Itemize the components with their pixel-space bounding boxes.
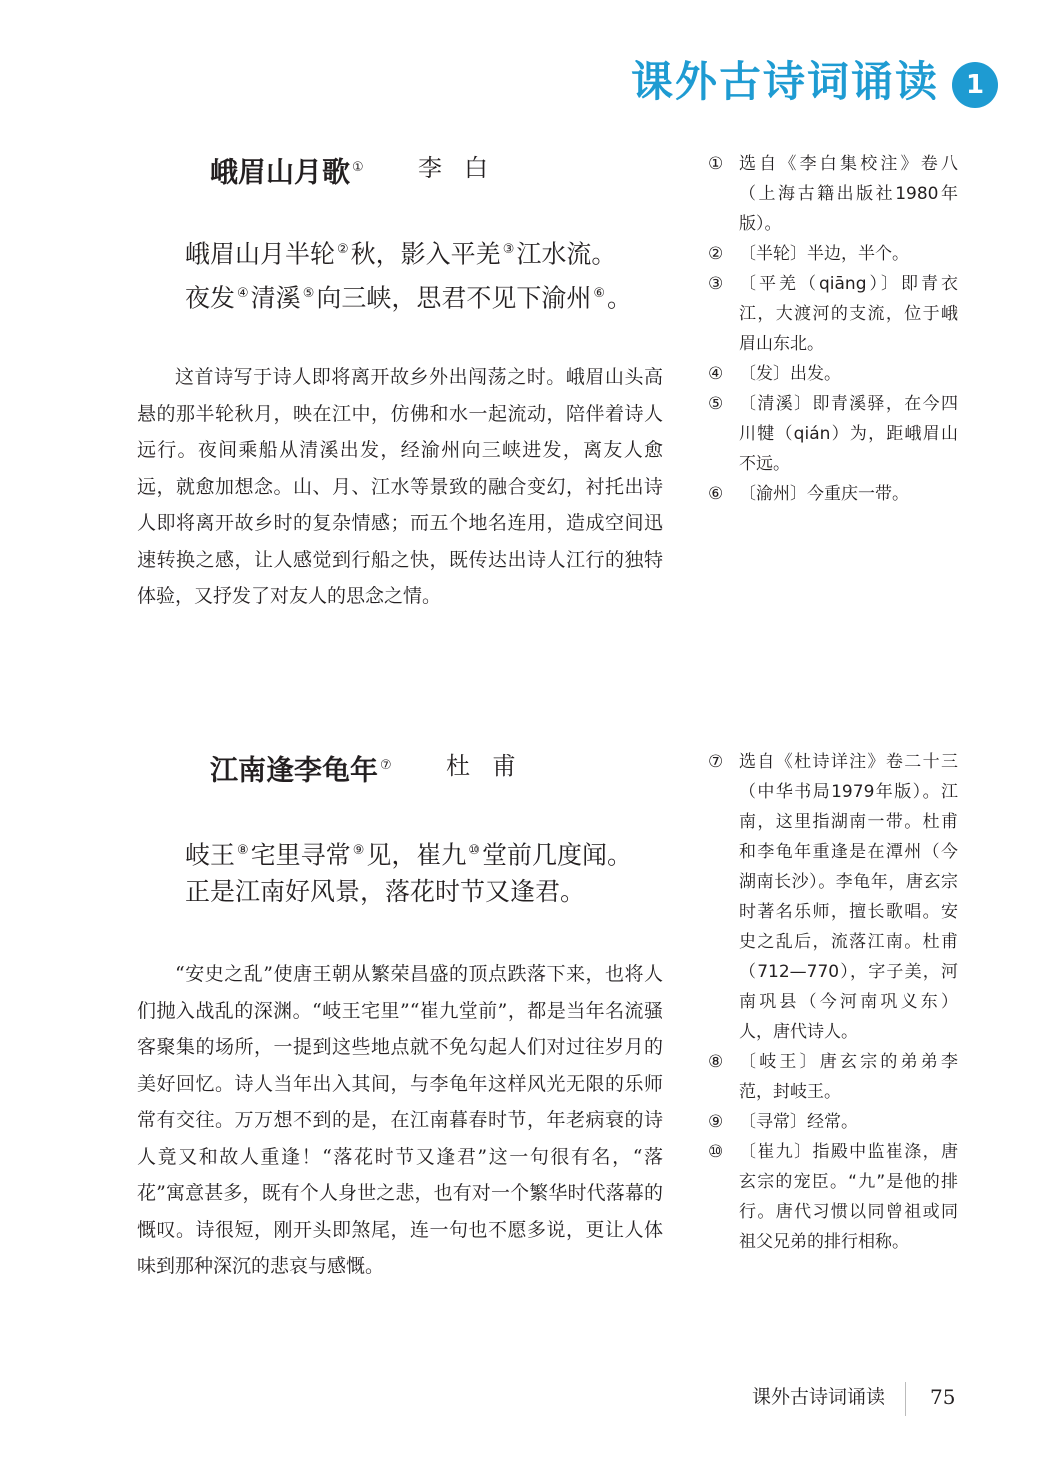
footnote-number: ② xyxy=(708,244,724,264)
footnote-number: ⑥ xyxy=(708,484,724,504)
footnote xyxy=(708,1047,958,1107)
footnote-marker: ① xyxy=(352,160,364,175)
footnote-marker: ⑦ xyxy=(380,758,392,773)
footnote-marker: ④ xyxy=(237,286,249,301)
footnote-text: 〔平羌（qiāng）〕即青衣江，大渡河的支流，位于峨眉山东北。 xyxy=(739,274,958,354)
footnote-number: ⑦ xyxy=(708,752,724,772)
line-text: 秋，影入平羌 xyxy=(350,239,501,269)
line-text: 江水流。 xyxy=(516,239,617,269)
footnotes-list xyxy=(708,747,958,1257)
footnote xyxy=(708,1137,958,1257)
footnote xyxy=(708,239,958,269)
page-number: 75 xyxy=(930,1385,956,1409)
footnote-text: 〔发〕出发。 xyxy=(739,364,841,384)
footnote-marker: ② xyxy=(337,242,349,257)
footnote-text: 〔岐王〕唐玄宗的弟弟李范，封岐王。 xyxy=(739,1052,958,1102)
line-text: 宅里寻常 xyxy=(250,840,351,870)
line-text: 堂前几度闻。 xyxy=(482,840,633,870)
footnote-text: 〔渝州〕今重庆一带。 xyxy=(739,484,909,504)
poem-title-text: 江南逢李龟年 xyxy=(210,753,379,787)
footnote-number: ① xyxy=(708,154,724,174)
footnote xyxy=(708,389,958,479)
line-text: 清溪 xyxy=(250,283,301,313)
poem-line xyxy=(185,833,632,873)
poem-line xyxy=(185,276,632,316)
footnote-text: 〔清溪〕即青溪驿，在今四川犍（qián）为，距峨眉山不远。 xyxy=(739,394,958,474)
poem-line xyxy=(185,232,616,272)
line-text: 岐王 xyxy=(185,840,236,870)
footnote-text: 选自《杜诗详注》卷二十三（中华书局1979年版）。江南，这里指湖南一带。杜甫和李龟年重逢是在潭州（今湖南长沙）。李龟年，唐玄宗时著名乐师，擅长歌唱。安史之乱后，流落江南。杜甫（712—770），字子美，河南巩县（今河南巩义东）人，唐代诗人。 xyxy=(739,752,958,1042)
footnote-number: ⑨ xyxy=(708,1112,724,1132)
section-badge: 1 xyxy=(952,62,998,108)
footnote-marker: ⑥ xyxy=(593,286,606,301)
footnote-marker: ③ xyxy=(502,242,515,257)
poem-commentary: “安史之乱”使唐王朝从繁荣昌盛的顶点跌落下来，也将人们抛入战乱的深渊。“岐王宅里”“崔九堂前”，都是当年名流骚客聚集的场所，一提到这些地点就不免勾起人们对过往岁月的美好回忆。诗人当年出入其间，与李龟年这样风光无限的乐师常有交往。万万想不到的是，在江南暮春时节，年老病衰的诗人竟又和故人重逢！“落花时节又逢君”这一句很有名，“落花”寓意甚多，既有个人身世之悲，也有对一个繁华时代落幕的慨叹。诗很短，刚开头即煞尾，连一句也不愿多说，更让人体味到那种深沉的悲哀与感慨。 xyxy=(137,963,663,1277)
line-text: 峨眉山月半轮 xyxy=(185,239,336,269)
footnote-text: 〔半轮〕半边，半个。 xyxy=(739,244,909,264)
footer-divider xyxy=(905,1382,906,1416)
poem-title-text: 峨眉山月歌 xyxy=(210,155,351,189)
footnote xyxy=(708,1107,958,1137)
footnote-marker: ⑩ xyxy=(468,843,481,858)
poem-author: 杜甫 xyxy=(446,752,538,780)
footnote xyxy=(708,359,958,389)
footnotes-list xyxy=(708,149,958,509)
footnote-number: ⑩ xyxy=(708,1142,724,1162)
footnote-number: ④ xyxy=(708,364,724,384)
footnote-marker: ⑤ xyxy=(302,286,315,301)
footnote xyxy=(708,479,958,509)
footnote-number: ⑧ xyxy=(708,1052,724,1072)
footnote xyxy=(708,747,958,1047)
running-footer: 课外古诗词诵读 xyxy=(752,1386,886,1408)
footnote xyxy=(708,269,958,359)
poem-title xyxy=(210,150,366,190)
page-header-title: 课外古诗词诵读 xyxy=(630,57,939,106)
line-text: 正是江南好风景，落花时节又逢君。 xyxy=(185,877,586,906)
footnote-text: 〔崔九〕指殿中监崔涤，唐玄宗的宠臣。“九”是他的排行。唐代习惯以同曾祖或同祖父兄弟的排行相称。 xyxy=(739,1142,958,1252)
footnote-number: ③ xyxy=(708,274,724,294)
line-text: 夜发 xyxy=(185,283,236,313)
footnote-number: ⑤ xyxy=(708,394,724,414)
line-text: 向三峡，思君不见下渝州 xyxy=(316,283,592,313)
line-text: 见，崔九 xyxy=(366,840,467,870)
poem-author: 李白 xyxy=(418,154,510,182)
footnote-marker: ⑨ xyxy=(352,843,365,858)
line-text: 。 xyxy=(607,283,633,313)
footnote-marker: ⑧ xyxy=(237,843,249,858)
poem-commentary: 这首诗写于诗人即将离开故乡外出闯荡之时。峨眉山头高悬的那半轮秋月，映在江中，仿佛和水一起流动，陪伴着诗人远行。夜间乘船从清溪出发，经渝州向三峡进发，离友人愈远，就愈加想念。山、月、江水等景致的融合变幻，衬托出诗人即将离开故乡时的复杂情感；而五个地名连用，造成空间迅速转换之感，让人感觉到行船之快，既传达出诗人江行的独特体验，又抒发了对友人的思念之情。 xyxy=(137,366,663,607)
footnote-text: 选自《李白集校注》卷八（上海古籍出版社1980年版）。 xyxy=(739,154,958,234)
footnote-text: 〔寻常〕经常。 xyxy=(739,1112,858,1132)
poem-line xyxy=(185,874,585,910)
footnote xyxy=(708,149,958,239)
poem-title xyxy=(210,748,394,788)
